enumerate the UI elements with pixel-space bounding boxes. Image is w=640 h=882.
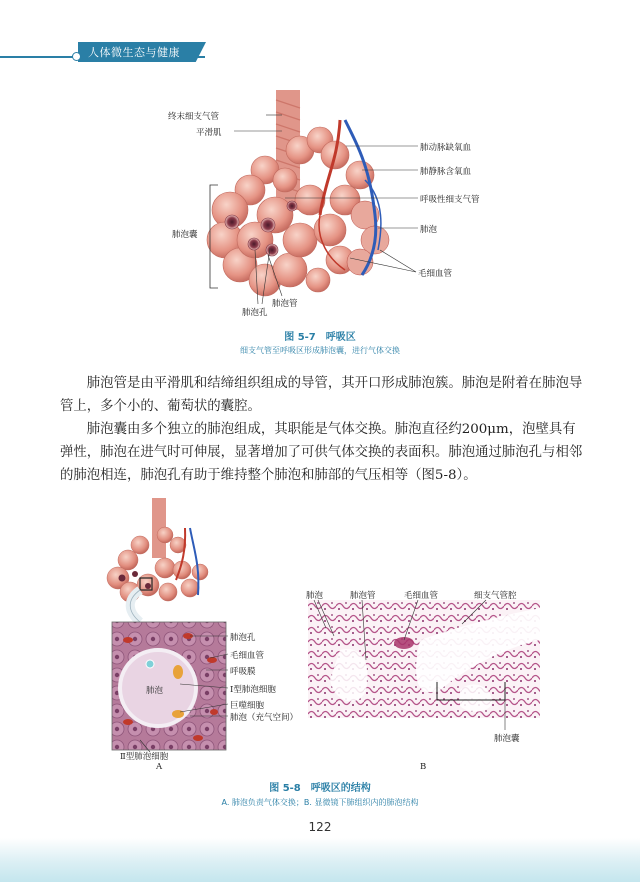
label-alveolar-sac: 肺泡囊 [172,230,198,240]
label-a-alveolar-pore: 肺泡孔 [230,633,256,643]
label-alveolus: 肺泡 [420,225,438,235]
label-a-respiratory-membrane: 呼吸膜 [230,667,256,677]
label-respiratory-bronchiole: 呼吸性细支气管 [420,195,480,205]
label-terminal-bronchiole: 终末细支气管 [168,112,220,122]
label-a-alveolus: 肺泡 [146,686,164,696]
label-b-capillary: 毛细血管 [404,591,439,601]
alveolar-pore-marker [146,660,154,668]
label-a-capillary: 毛细血管 [230,651,265,661]
figure-5-7-caption-title: 图 5-7 呼吸区 [284,332,356,343]
paragraph-1: 肺泡管是由平滑肌和结缔组织组成的导管，其开口形成肺泡簇。肺泡是附着在肺泡导管上，多个小的、葡萄状的囊腔。 [60,376,583,414]
label-pulmonary-artery: 肺动脉缺氧血 [420,143,472,153]
label-smooth-muscle: 平滑肌 [196,128,222,138]
label-a-macrophage: 巨噬细胞 [230,701,265,711]
panel-b-letter: B [420,762,427,772]
label-b-alveolar-sac: 肺泡囊 [494,734,520,744]
label-a-type2-cell: Ⅱ型肺泡细胞 [120,752,169,762]
panel-a-letter: A [156,762,163,772]
label-alveolar-duct: 肺泡管 [272,299,298,309]
label-alveolar-pore: 肺泡孔 [242,308,268,318]
page-number: 122 [308,820,332,834]
capillary-stain [394,637,414,649]
label-capillary: 毛细血管 [418,269,453,279]
paragraph-2: 肺泡囊由多个独立的肺泡组成，其职能是气体交换。肺泡直径约200μm，泡壁具有弹性，肺泡在进气时可伸展，显著增加了可供气体交换的表面积。肺泡通过肺泡孔与相邻的肺泡相连，肺泡孔有助于维持整个肺泡和肺部的气压相等（图5-8）。 [60,422,583,483]
label-b-alveolus: 肺泡 [306,591,324,601]
header-title: 人体微生态与健康 [88,46,180,59]
label-a-alveolus-air: 肺泡（充气空间） [230,713,299,723]
figure-5-8-caption-subtitle: A. 肺泡负责气体交换；B. 显微镜下肺组织内的肺泡结构 [221,798,419,807]
figure-5-8-caption-title: 图 5-8 呼吸区的结构 [269,783,371,794]
label-b-bronchiole-lumen: 细支气管腔 [474,591,517,601]
footer-gradient [0,838,640,882]
label-b-alveolar-duct: 肺泡管 [350,591,376,601]
label-a-type1-cell: Ⅰ型肺泡细胞 [230,685,276,695]
figure-5-7-caption-subtitle: 细支气管至呼吸区形成肺泡囊，进行气体交换 [240,346,400,355]
label-pulmonary-vein: 肺静脉含氧血 [420,167,472,177]
